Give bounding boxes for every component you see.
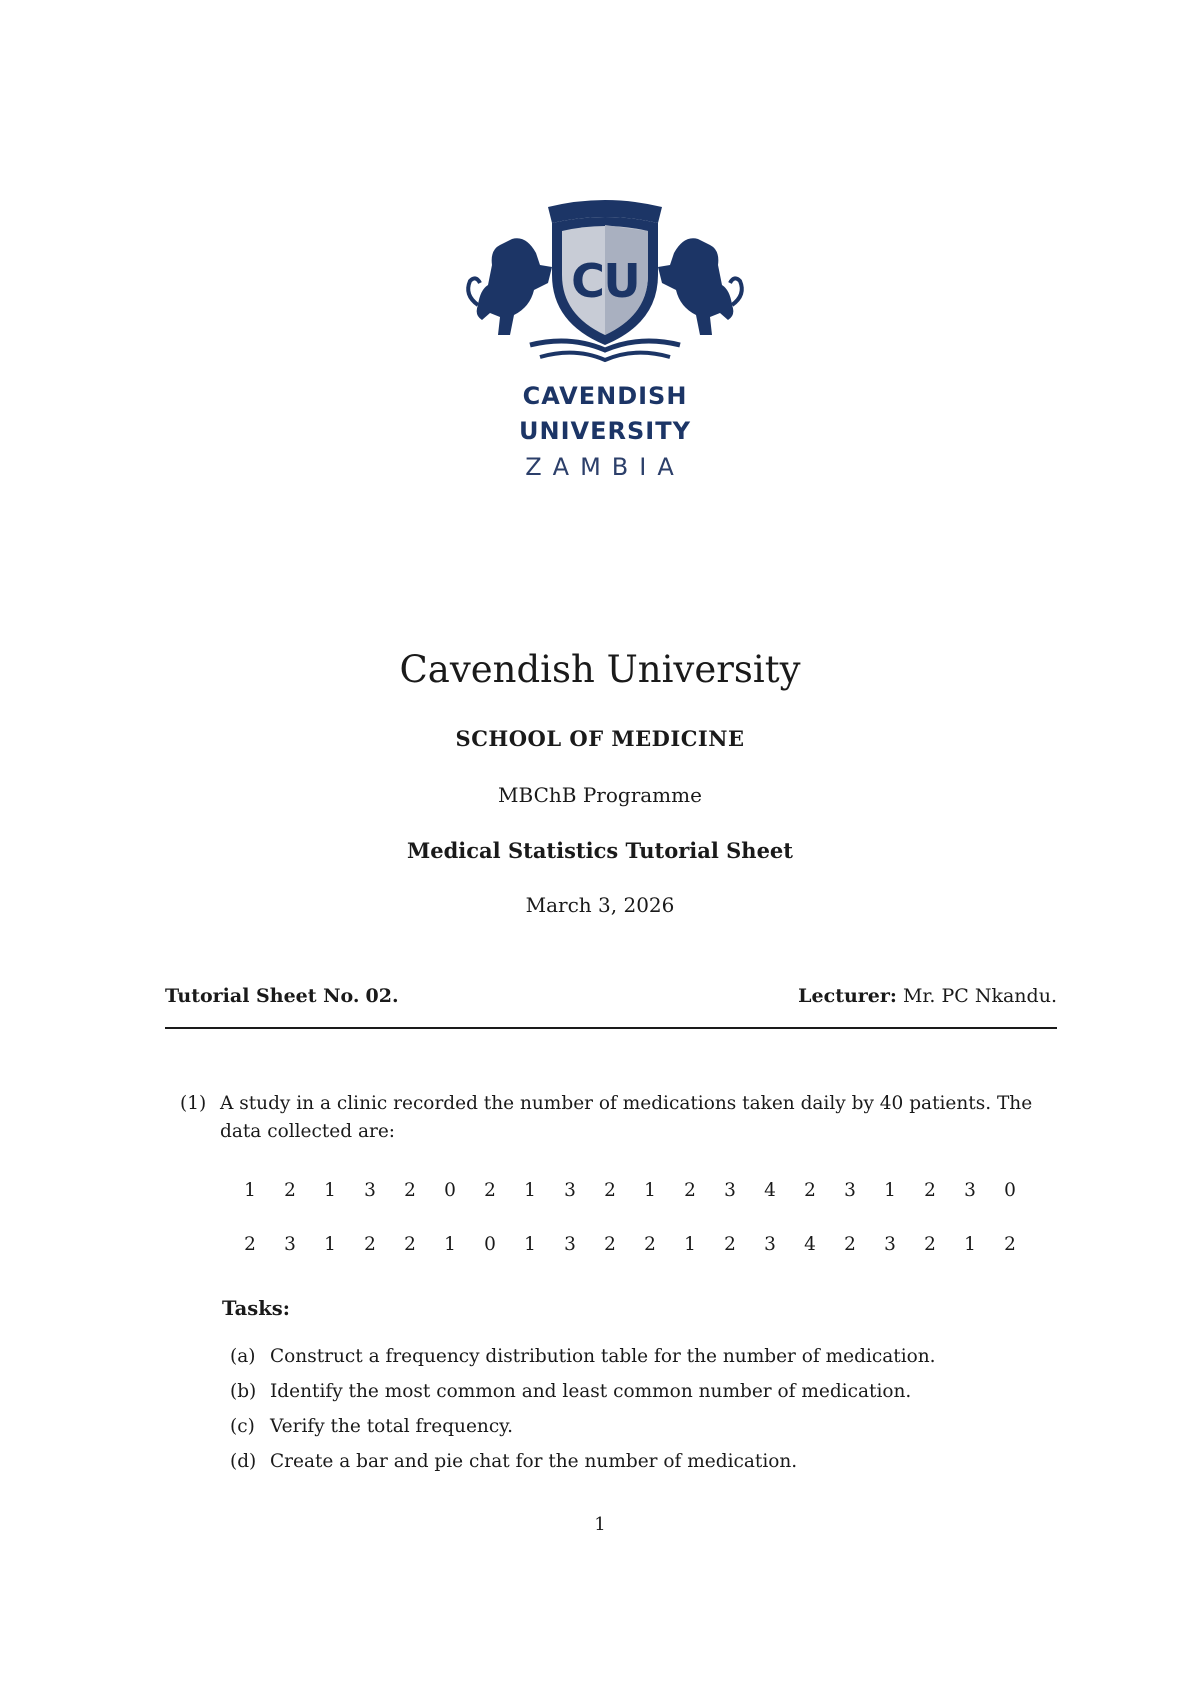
- data-value: 2: [1004, 1234, 1016, 1255]
- data-value: 1: [644, 1180, 656, 1201]
- data-value: 2: [804, 1180, 816, 1201]
- task-item: [230, 1381, 911, 1402]
- logo-line-1: CAVENDISH: [522, 382, 688, 410]
- data-value: 2: [604, 1234, 616, 1255]
- data-value: 2: [844, 1234, 856, 1255]
- document-date: March 3, 2026: [525, 893, 675, 917]
- task-item: [230, 1346, 936, 1367]
- task-item: [230, 1451, 797, 1472]
- data-value: 1: [524, 1180, 536, 1201]
- data-value: 3: [364, 1180, 376, 1201]
- data-value: 1: [324, 1180, 336, 1201]
- sheet-number-label: Tutorial Sheet No.: [165, 985, 360, 1007]
- data-value: 2: [644, 1234, 656, 1255]
- data-value: 2: [284, 1180, 296, 1201]
- lecturer-label: Lecturer:: [798, 985, 897, 1007]
- task-text: Verify the total frequency.: [270, 1416, 514, 1437]
- data-value: 4: [804, 1234, 816, 1255]
- data-value: 2: [244, 1234, 256, 1255]
- sheet-number-value: 02.: [365, 985, 399, 1007]
- data-value: 1: [684, 1234, 696, 1255]
- sheet-title: Medical Statistics Tutorial Sheet: [407, 838, 793, 863]
- task-label: (b): [230, 1381, 257, 1402]
- data-value: 3: [284, 1234, 296, 1255]
- data-value: 2: [364, 1234, 376, 1255]
- sheet-header: [165, 985, 1057, 1007]
- crest-icon: [460, 195, 750, 375]
- task-label: (d): [230, 1451, 257, 1472]
- data-value: 2: [404, 1234, 416, 1255]
- data-value: 2: [484, 1180, 496, 1201]
- question-1: [180, 1090, 1060, 1146]
- data-value: 3: [564, 1234, 576, 1255]
- data-value: 3: [844, 1180, 856, 1201]
- data-value: 2: [924, 1180, 936, 1201]
- lecturer: [798, 985, 1057, 1007]
- data-value: 3: [884, 1234, 896, 1255]
- data-value: 1: [524, 1234, 536, 1255]
- task-item: [230, 1416, 513, 1437]
- task-text: Identify the most common and least common number of medication.: [270, 1381, 912, 1402]
- task-text: Construct a frequency distribution table for the number of medication.: [270, 1346, 936, 1367]
- logo-line-3: ZAMBIA: [525, 453, 685, 481]
- data-value: 1: [884, 1180, 896, 1201]
- task-label: (a): [230, 1346, 256, 1367]
- tasks-heading: Tasks:: [222, 1297, 290, 1320]
- data-value: 1: [444, 1234, 456, 1255]
- university-name: Cavendish University: [399, 648, 801, 691]
- data-value: 2: [924, 1234, 936, 1255]
- task-label: (c): [230, 1416, 255, 1437]
- university-logo: [460, 195, 750, 495]
- data-value: 2: [724, 1234, 736, 1255]
- data-row-2: [230, 1234, 1030, 1255]
- task-text: Create a bar and pie chat for the number of medication.: [270, 1451, 798, 1472]
- data-value: 4: [764, 1180, 776, 1201]
- data-value: 3: [564, 1180, 576, 1201]
- data-value: 2: [604, 1180, 616, 1201]
- data-value: 0: [444, 1180, 456, 1201]
- logo-line-2: UNIVERSITY: [519, 417, 691, 445]
- data-value: 1: [244, 1180, 256, 1201]
- page-number: 1: [594, 1514, 606, 1535]
- school-name: SCHOOL OF MEDICINE: [455, 726, 745, 751]
- data-value: 3: [724, 1180, 736, 1201]
- data-value: 0: [484, 1234, 496, 1255]
- data-value: 3: [764, 1234, 776, 1255]
- data-value: 1: [964, 1234, 976, 1255]
- data-value: 3: [964, 1180, 976, 1201]
- data-row-1: [230, 1180, 1030, 1201]
- svg-text:C: C: [571, 254, 605, 308]
- programme-name: MBChB Programme: [498, 783, 702, 807]
- svg-text:U: U: [603, 254, 641, 308]
- header-divider: [165, 1027, 1057, 1029]
- data-value: 2: [684, 1180, 696, 1201]
- data-value: 0: [1004, 1180, 1016, 1201]
- sheet-number: [165, 985, 399, 1007]
- data-value: 1: [324, 1234, 336, 1255]
- question-number: (1): [180, 1093, 207, 1114]
- data-value: 2: [404, 1180, 416, 1201]
- lecturer-name: Mr. PC Nkandu.: [902, 985, 1057, 1007]
- question-text: A study in a clinic recorded the number of medications taken daily by 40 patients. The data collected are:: [220, 1093, 1033, 1142]
